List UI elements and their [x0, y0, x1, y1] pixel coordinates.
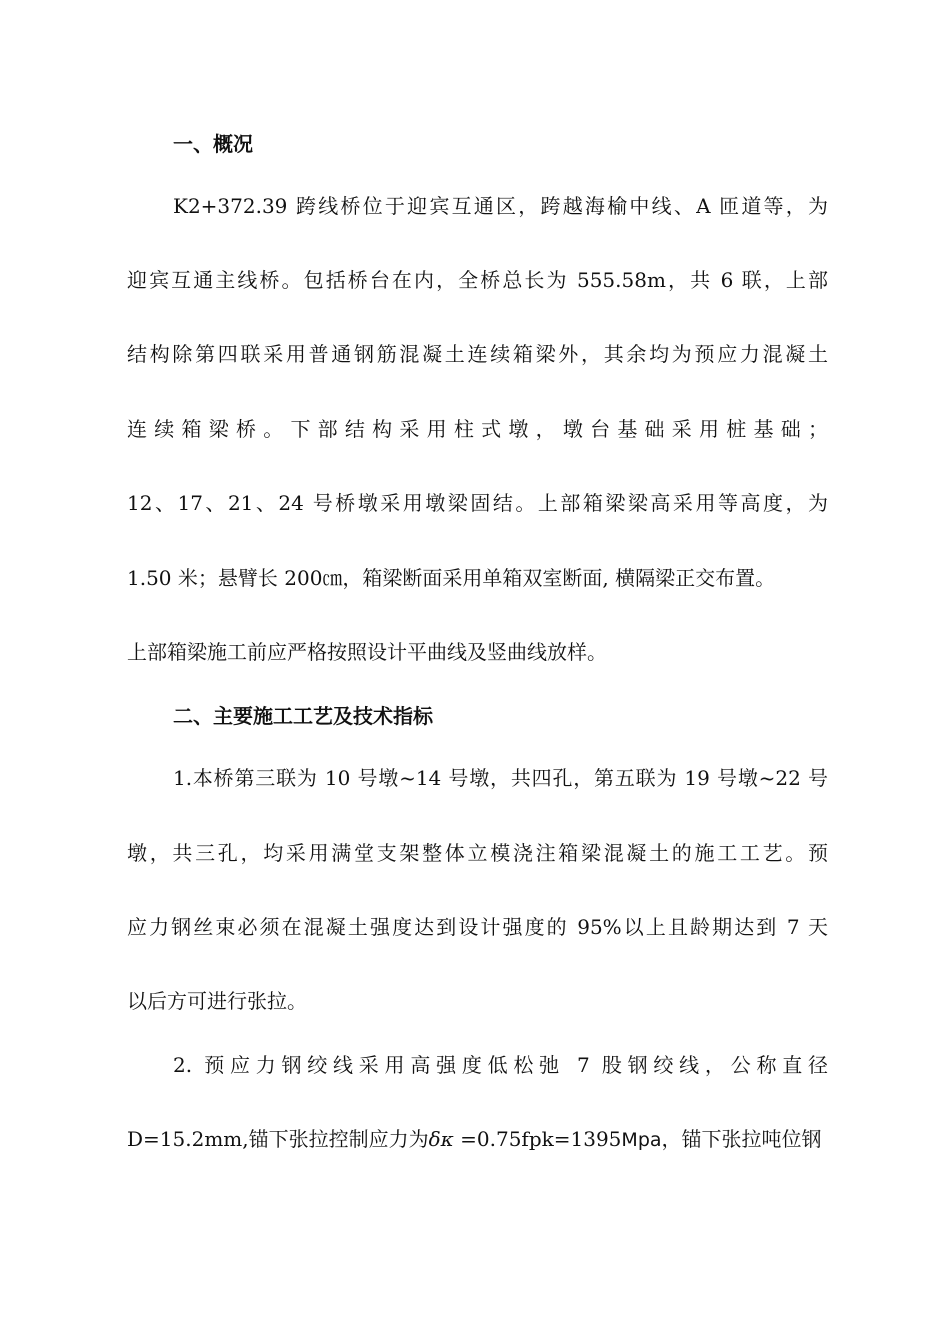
paragraph-line: 迎宾互通主线桥。包括桥台在内，全桥总长为 555.58m，共 6 联，上部	[127, 268, 828, 292]
paragraph-line: 墩，共三孔，均采用满堂支架整体立模浇注箱梁混凝土的施工工艺。预	[127, 841, 828, 865]
section-heading-overview: 一、概况	[173, 132, 253, 156]
paragraph-line: 上部箱梁施工前应严格按照设计平曲线及竖曲线放样。	[127, 640, 607, 664]
paragraph-line: 以后方可进行张拉。	[127, 989, 307, 1013]
paragraph-line: 2. 预应力钢绞线采用高强度低松弛 7 股钢绞线，公称直径	[173, 1053, 828, 1077]
paragraph-line: K2+372.39 跨线桥位于迎宾互通区，跨越海榆中线、A 匝道等，为	[173, 194, 828, 218]
paragraph-line-formula	[127, 1121, 828, 1157]
paragraph-line: 1.本桥第三联为 10 号墩~14 号墩，共四孔，第五联为 19 号墩~22 号	[173, 766, 828, 790]
paragraph-line: 结构除第四联采用普通钢筋混凝土连续箱梁外，其余均为预应力混凝土	[127, 342, 828, 366]
text-segment: D=15.2mm,锚下张拉控制应力为	[127, 1127, 429, 1151]
paragraph-line: 12、17、21、24 号桥墩采用墩梁固结。上部箱梁梁高采用等高度，为	[127, 491, 828, 515]
text-segment: ，锚下张拉吨位钢	[661, 1127, 822, 1151]
paragraph-line: 连续箱梁桥。下部结构采用柱式墩，墩台基础采用桩基础；	[127, 417, 828, 441]
stress-symbol: δκ	[428, 1127, 454, 1151]
unit-text: Mpa	[621, 1129, 662, 1151]
paragraph-line: 应力钢丝束必须在混凝土强度达到设计强度的 95%以上且龄期达到 7 天	[127, 915, 828, 939]
paragraph-line: 1.50 米；悬臂长 200㎝，箱梁断面采用单箱双室断面, 横隔梁正交布置。	[127, 566, 776, 590]
text-segment: =0.75fpk=1395	[453, 1127, 622, 1151]
section-heading-process: 二、主要施工工艺及技术指标	[173, 704, 433, 728]
